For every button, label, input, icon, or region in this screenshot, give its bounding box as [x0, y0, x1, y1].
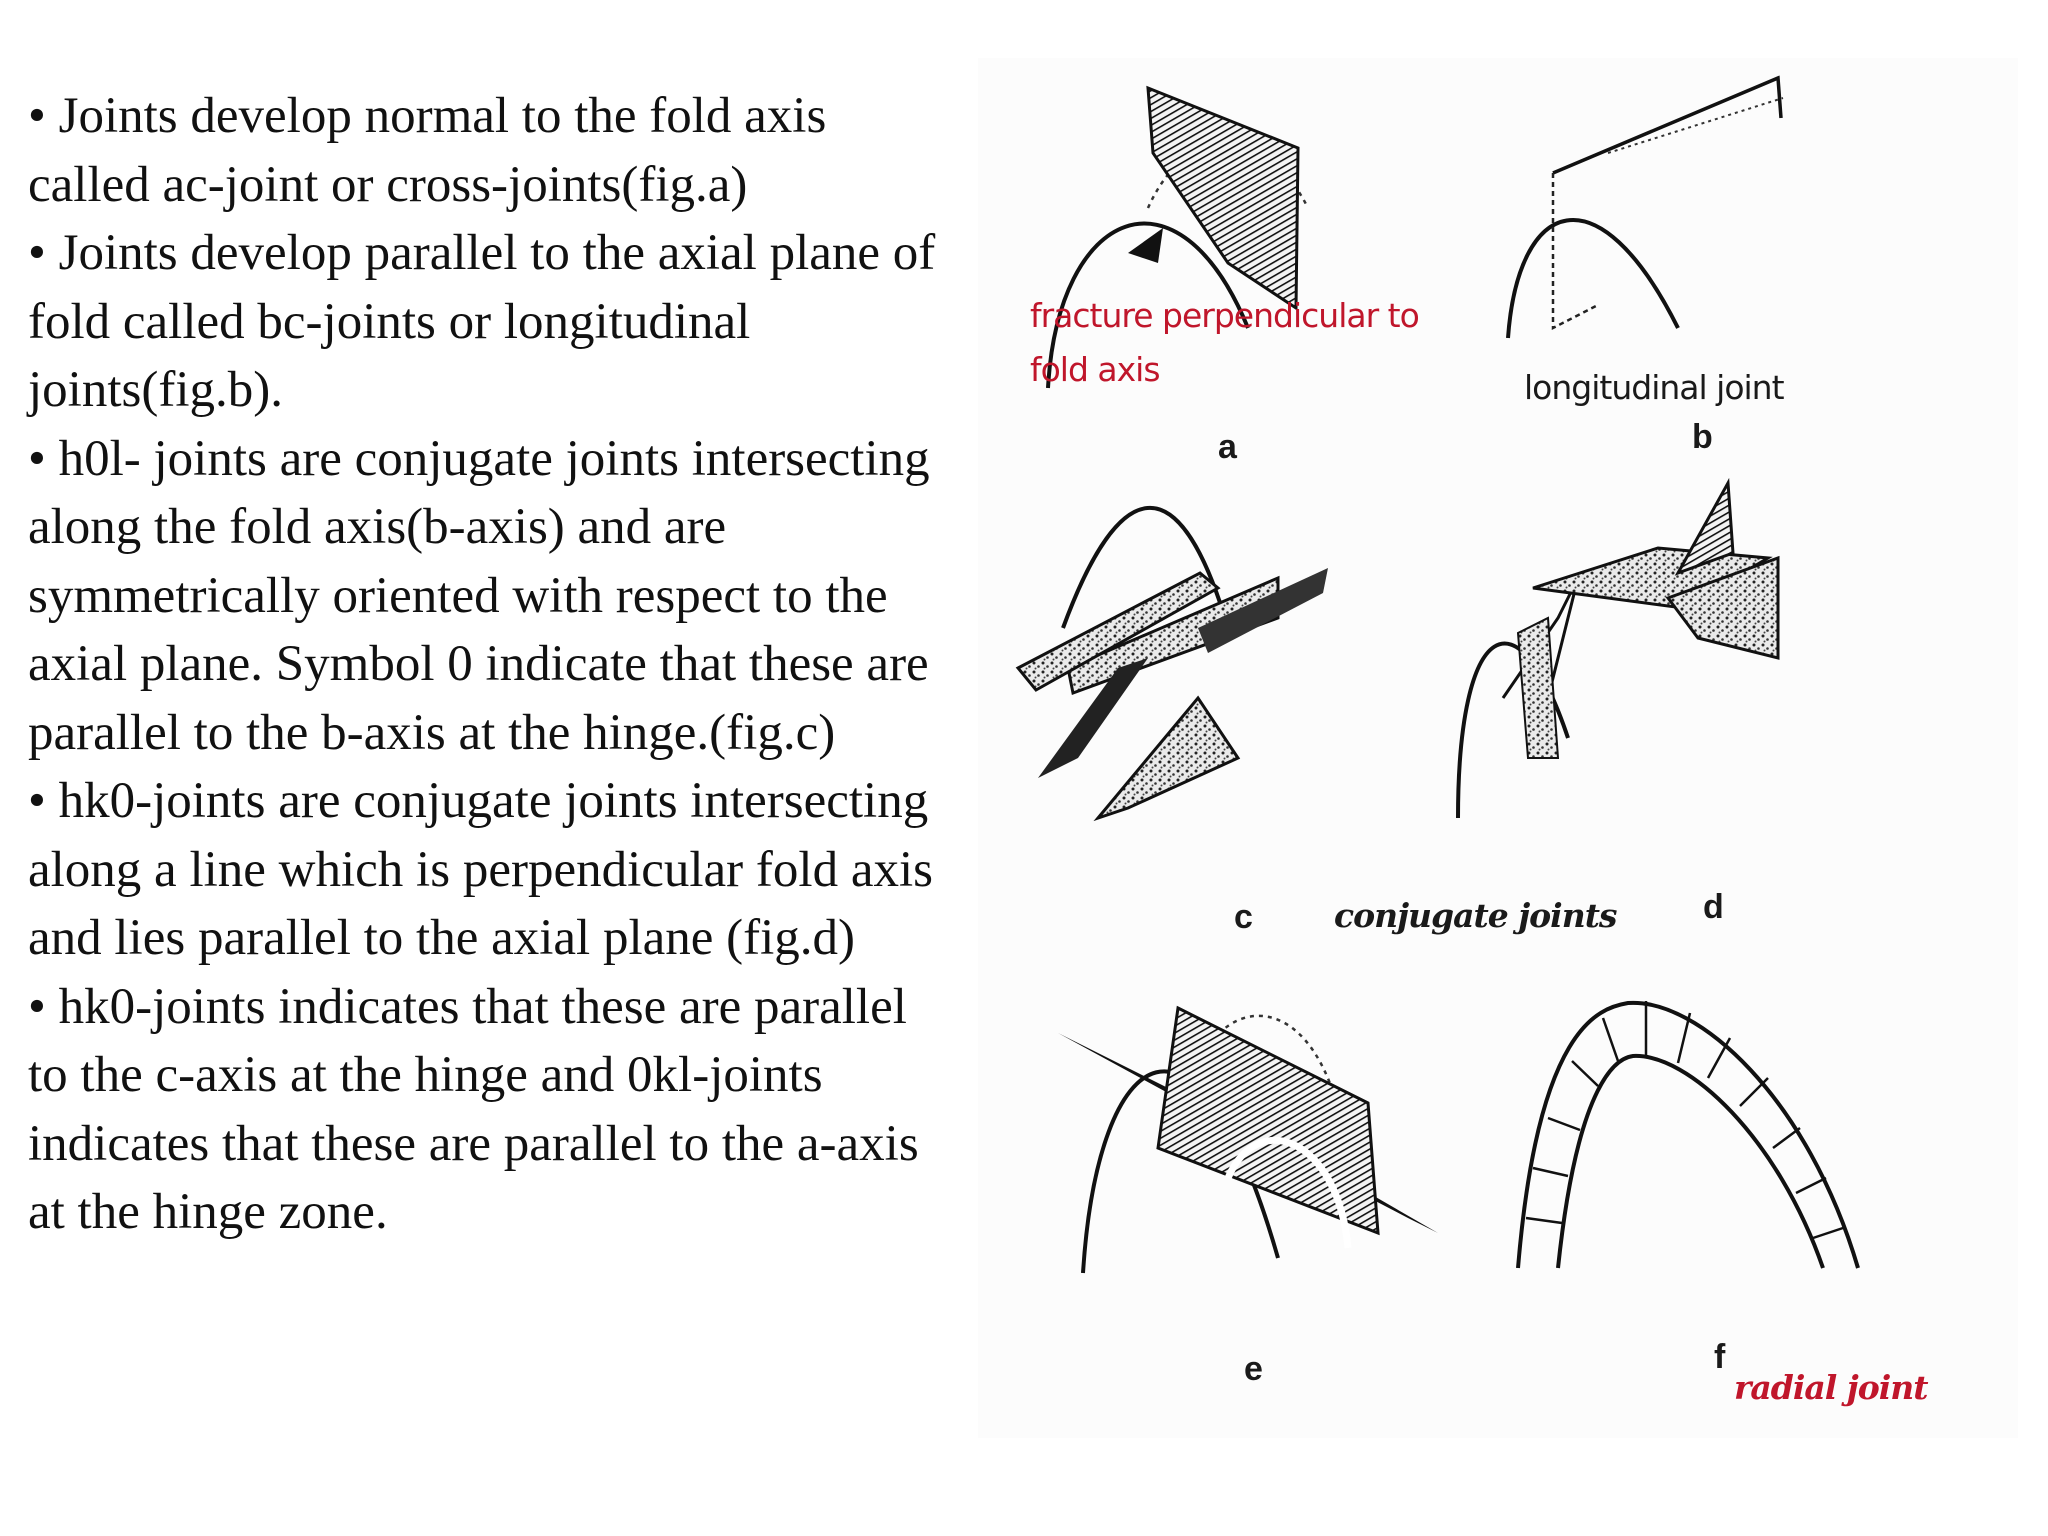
joint-diagrams — [978, 58, 2018, 1438]
fold-diagram-c — [1018, 508, 1328, 818]
figure-label-f: f — [1714, 1338, 1726, 1376]
figure-label-d: d — [1703, 888, 1724, 926]
bullet-list — [28, 82, 958, 1247]
bullet-marker: • — [28, 225, 46, 281]
caption-conjugate-joints: conjugate joints — [1334, 896, 1617, 935]
caption-radial-joint: radial joint — [1734, 1368, 1928, 1407]
bullet-marker: • — [28, 88, 46, 144]
figure-label-b: b — [1692, 418, 1713, 456]
bullet-bc-joint — [28, 219, 958, 425]
bullet-text: Joints develop normal to the fold axis called ac-joint or cross-joints(fig.a) — [28, 88, 827, 213]
joint-figure-panel — [978, 58, 2018, 1438]
bullet-0kl-joint — [28, 973, 958, 1247]
fold-diagram-e — [1058, 1008, 1438, 1273]
fold-diagram-f — [1518, 1001, 1858, 1268]
caption-longitudinal-joint: longitudinal joint — [1524, 368, 1784, 407]
figure-label-a: a — [1218, 428, 1237, 466]
bullet-marker: • — [28, 430, 46, 487]
figure-label-c: c — [1234, 898, 1253, 936]
bullet-marker: • — [28, 773, 46, 829]
figure-label-e: e — [1244, 1350, 1263, 1388]
fold-diagram-a — [1048, 88, 1308, 388]
fold-diagram-b — [1508, 78, 1783, 338]
caption-fold-axis: fold axis — [1030, 350, 1160, 389]
bullet-text: Joints develop parallel to the axial plane of fold called bc-joints or longitudinal joints(fig.b). — [28, 225, 936, 418]
bullet-hk0-joint — [28, 767, 958, 973]
bullet-text: hk0-joints indicates that these are parallel to the c-axis at the hinge and 0kl-joints indicates that these are parallel to the a-axis at the hinge zone. — [28, 978, 919, 1240]
bullet-text: hk0-joints are conjugate joints intersecting along a line which is perpendicular fold axis and lies parallel to the axial plane (fig.d) — [28, 773, 933, 966]
caption-fracture-perpendicular: fracture perpendicular to — [1030, 296, 1419, 335]
bullet-marker: • — [28, 978, 46, 1035]
bullet-text: h0l- joints are conjugate joints intersecting along the fold axis(b-axis) and are symmetrically oriented with respect to the axial plane. Symbol 0 indicate that these are parallel to the b-axis at the hinge.(fig.c) — [28, 430, 930, 761]
bullet-h0l-joint — [28, 425, 958, 768]
bullet-ac-joint — [28, 82, 958, 219]
fold-diagram-d — [1458, 483, 1778, 818]
